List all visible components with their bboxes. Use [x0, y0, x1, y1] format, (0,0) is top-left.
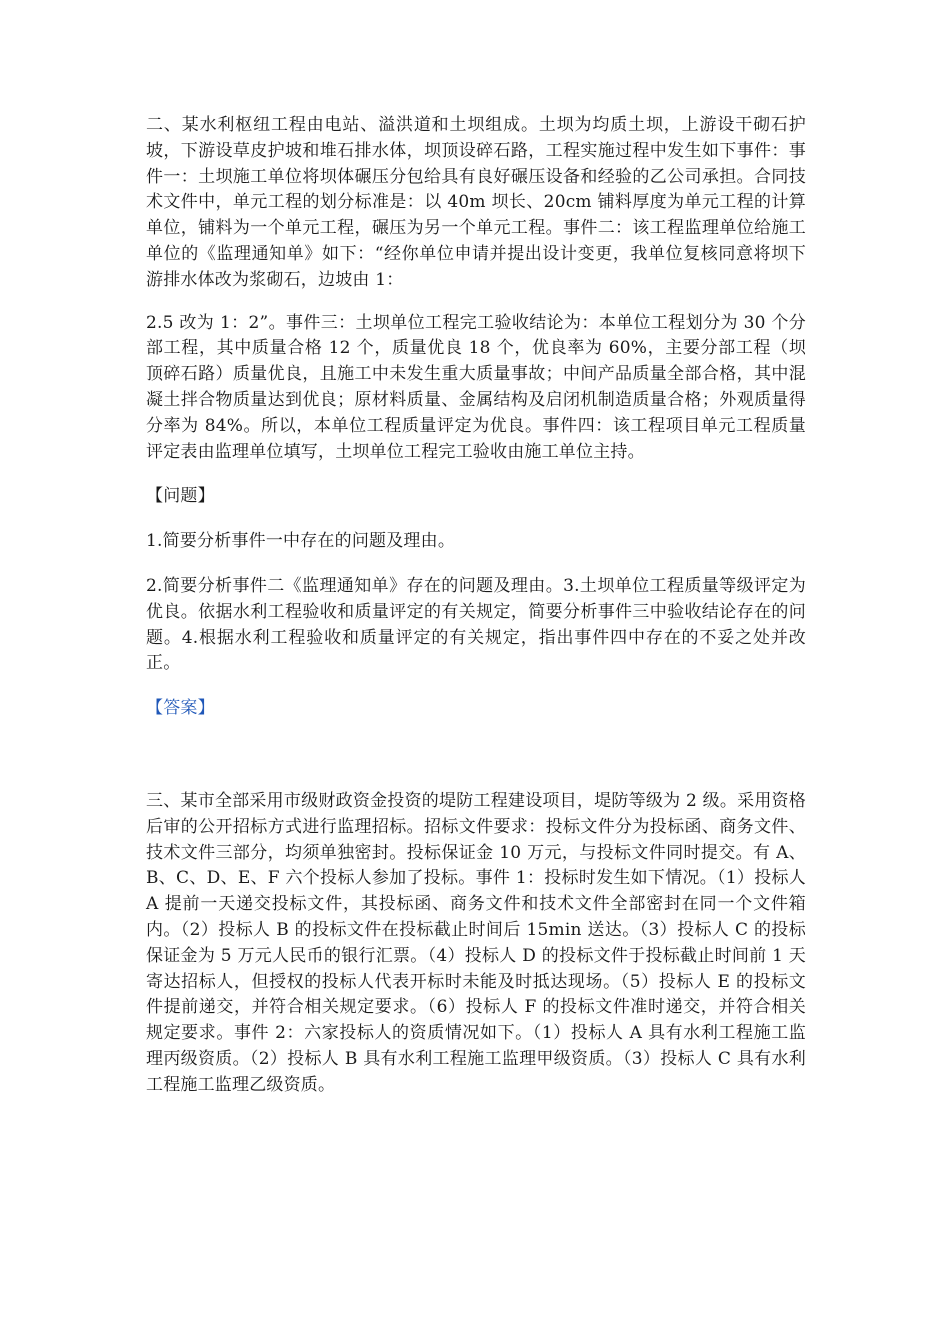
questions-2-to-4: 2.简要分析事件二《监理通知单》存在的问题及理由。3.土坝单位工程质量等级评定为优良。依据水利工程验收和质量评定的有关规定，简要分析事件三中验收结论存在的问题。4.根据水利工程验收和质量评定的有关规定，指出事件四中存在的不妥之处并改正。	[146, 575, 806, 674]
question-heading: 【问题】	[146, 486, 215, 507]
document-page	[146, 113, 806, 1099]
section-3-paragraph-1: 三、某市全部采用市级财政资金投资的堤防工程建设项目，堤防等级为 2 级。采用资格后审的公开招标方式进行监理招标。招标文件要求：投标文件分为投标函、商务文件、技术文件三部分，均须单独密封。投标保证金 10 万元，与投标文件同时提交。有 A、B、C、D、E、F 六个投标人参加了投标。事件 1：投标时发生如下情况。（1）投标人 A 提前一天递交投标文件，其投标函、商务文件和技术文件全部密封在同一个文件箱内。（2）投标人 B 的投标文件在投标截止时间后 15min 送达。（3）投标人 C 的投标保证金为 5 万元人民币的银行汇票。（4）投标人 D 的投标文件于投标截止时间前 1 天寄达招标人，但授权的投标人代表开标时未能及时抵达现场。（5）投标人 E 的投标文件提前递交，并符合相关规定要求。（6）投标人 F 的投标文件准时递交，并符合相关规定要求。事件 2：六家投标人的资质情况如下。（1）投标人 A 具有水利工程施工监理丙级资质。（2）投标人 B 具有水利工程施工监理甲级资质。（3）投标人 C 具有水利工程施工监理乙级资质。	[146, 790, 806, 1095]
section-2-paragraph-1: 二、某水利枢纽工程由电站、溢洪道和土坝组成。土坝为均质土坝，上游设干砌石护坡，下游设草皮护坡和堆石排水体，坝顶设碎石路，工程实施过程中发生如下事件：事件一：土坝施工单位将坝体碾压分包给具有良好碾压设备和经验的乙公司承担。合同技术文件中，单元工程的划分标准是：以 40m 坝长、20cm 铺料厚度为单元工程的计算单位，铺料为一个单元工程，碾压为另一个单元工程。事件二：该工程监理单位给施工单位的《监理通知单》如下：“经你单位申请并提出设计变更，我单位复核同意将坝下游排水体改为浆砌石，边坡由 1：	[146, 115, 806, 290]
section-2-paragraph-2: 2.5 改为 1：2”。事件三：土坝单位工程完工验收结论为：本单位工程划分为 30 个分部工程，其中质量合格 12 个，质量优良 18 个，优良率为 60%，主要分部工程（坝顶碎石路）质量优良，且施工中未发生重大质量事故；中间产品质量全部合格，其中混凝土拌合物质量达到优良；原材料质量、金属结构及启闭机制造质量合格；外观质量得分率为 84%。所以，本单位工程质量评定为优良。事件四：该工程项目单元工程质量评定表由监理单位填写，土坝单位工程完工验收由施工单位主持。	[146, 312, 806, 462]
question-1: 1.简要分析事件一中存在的问题及理由。	[146, 531, 456, 552]
answer-heading: 【答案】	[146, 698, 215, 719]
